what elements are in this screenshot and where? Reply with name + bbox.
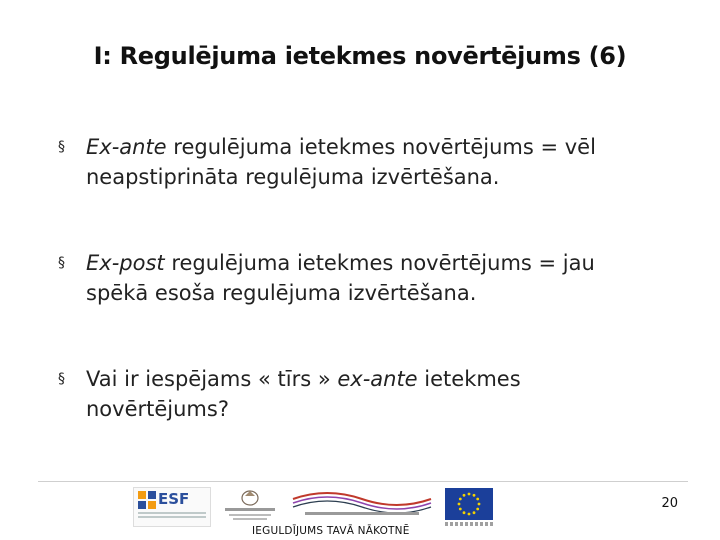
- bullet-italic-term: ex-ante: [337, 367, 418, 391]
- eu-flag-logo: [445, 488, 493, 520]
- bullet-italic-term: Ex-post: [86, 251, 165, 275]
- bullet-text: Vai ir iespējams « tīrs »: [86, 367, 338, 391]
- esf-logo: [133, 487, 211, 527]
- bullet-text-continued: spēkā esoša regulējuma izvērtēšana.: [86, 281, 477, 305]
- bullet-text-continued: neapstiprināta regulējuma izvērtēšana.: [86, 165, 500, 189]
- bullet-text: ietekmes: [417, 367, 521, 391]
- bullet-text-continued: novērtējums?: [86, 397, 229, 421]
- bullet-marker-icon: §: [58, 255, 65, 271]
- footer-slogan: IEGULDĪJUMS TAVĀ NĀKOTNĒ: [252, 525, 410, 537]
- bullet-list: [58, 132, 678, 424]
- bullet-marker-icon: §: [58, 371, 65, 387]
- bullet-marker-icon: §: [58, 139, 65, 155]
- bullet-text: regulējuma ietekmes novērtējums = vēl: [166, 135, 596, 159]
- footer-divider: [38, 481, 688, 482]
- esf-logo-text: ESF: [158, 490, 190, 508]
- esf-mark-icon: [138, 491, 156, 509]
- coat-of-arms-logo: [219, 488, 281, 524]
- bullet-italic-term: Ex-ante: [86, 135, 167, 159]
- sif-logo: [291, 489, 433, 517]
- bullet-item: [58, 364, 678, 424]
- page-number: 20: [661, 496, 678, 511]
- footer-logos: [133, 487, 493, 529]
- bullet-item: [58, 132, 678, 192]
- esf-caption-lines: [138, 512, 206, 520]
- bullet-item: [58, 248, 678, 308]
- bullet-text: regulējuma ietekmes novērtējums = jau: [164, 251, 595, 275]
- slide-title: I: Regulējuma ietekmes novērtējums (6): [93, 42, 627, 70]
- eu-caption-lines: [445, 522, 493, 526]
